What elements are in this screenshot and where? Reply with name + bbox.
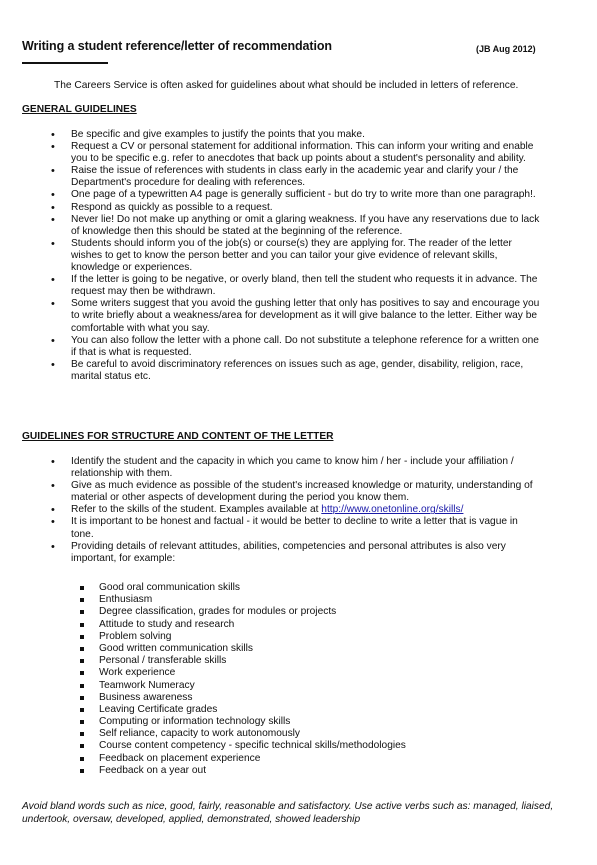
list-item-text: Some writers suggest that you avoid the gushing letter that only has positives to say and encourage you to write briefly about a weakness/area for development as it will give balance to the letter. Either way be comfortable with what you say.	[71, 298, 540, 334]
bullet-icon: •	[51, 189, 55, 202]
title-underline	[22, 62, 108, 64]
list-item-text: Problem solving	[99, 630, 172, 642]
bullet-icon: •	[51, 141, 55, 154]
square-bullet-icon	[80, 598, 84, 602]
square-bullet-icon	[80, 610, 84, 614]
bullet-icon: •	[51, 129, 55, 141]
list-item	[0, 141, 541, 165]
list-item	[0, 619, 406, 631]
list-item-text: It is important to be honest and factual - it would be better to decline to write a letter that is vague in tone.	[71, 516, 518, 540]
list-item-text: Feedback on placement experience	[99, 752, 261, 764]
list-item-text: Work experience	[99, 667, 176, 679]
list-item	[0, 765, 406, 777]
onet-skills-link[interactable]: http://www.onetonline.org/skills/	[321, 504, 464, 516]
list-item	[0, 202, 541, 214]
list-item	[0, 631, 406, 643]
bullet-icon: •	[51, 504, 55, 517]
list-item-text: Degree classification, grades for modules or projects	[99, 606, 337, 618]
general-guidelines-list	[0, 129, 541, 383]
bullet-icon: •	[51, 165, 55, 178]
bullet-icon: •	[51, 358, 55, 371]
square-bullet-icon	[80, 744, 84, 748]
list-item-text: Computing or information technology skills	[99, 716, 291, 728]
list-item-text: You can also follow the letter with a phone call. Do not substitute a telephone reference for a written one if that is what is requested.	[71, 334, 539, 358]
square-bullet-icon	[80, 671, 84, 675]
list-item	[0, 456, 541, 480]
list-item-text: Attitude to study and research	[99, 618, 235, 630]
bullet-icon: •	[51, 274, 55, 287]
intro-paragraph: The Careers Service is often asked for guidelines about what should be included in letters of reference.	[54, 80, 519, 91]
list-item-text: Feedback on a year out	[99, 764, 207, 776]
list-item	[0, 298, 541, 334]
square-bullet-icon	[80, 659, 84, 663]
list-item	[0, 582, 406, 594]
list-item-text: Providing details of relevant attitudes, abilities, competencies and personal attributes is also very important, for example:	[71, 540, 506, 564]
square-bullet-icon	[80, 586, 84, 590]
list-item	[0, 238, 541, 274]
list-item	[0, 753, 406, 765]
list-item	[0, 655, 406, 667]
list-item-text: Students should inform you of the job(s) or course(s) they are applying for. The reader of the letter wishes to get to know the person better and you can tailor your give evidence of relevant skills, knowledge or experiences.	[71, 237, 512, 274]
bullet-icon: •	[51, 540, 55, 553]
list-item-text: Give as much evidence as possible of the student's increased knowledge or maturity, understanding of material or other aspects of development during the period you know them.	[71, 480, 533, 504]
list-item	[0, 643, 406, 655]
bullet-icon: •	[51, 237, 55, 250]
bullet-icon: •	[51, 480, 55, 493]
list-item	[0, 728, 406, 740]
document-date: (JB Aug 2012)	[476, 44, 536, 54]
list-item	[0, 594, 406, 606]
general-guidelines-heading: GENERAL GUIDELINES	[22, 104, 137, 115]
list-item-text: Good written communication skills	[99, 642, 254, 654]
attributes-example-list	[0, 582, 406, 777]
closing-advice: Avoid bland words such as nice, good, fairly, reasonable and satisfactory. Use active verbs such as: managed, liaised, undertook, oversaw, developed, applied, demonstrated, showed leadership	[22, 801, 554, 825]
list-item-text: Request a CV or personal statement for additional information. This can inform your writing and enable you to be specific e.g. refer to anecdotes that back up points about a student's personality and ability.	[71, 141, 534, 165]
list-item-text: Refer to the skills of the student. Examples available at	[71, 504, 322, 516]
square-bullet-icon	[80, 623, 84, 627]
list-item	[0, 516, 541, 540]
list-item	[0, 335, 541, 359]
list-item-text: Leaving Certificate grades	[99, 703, 218, 715]
square-bullet-icon	[80, 757, 84, 761]
list-item	[0, 667, 406, 679]
list-item-text: Enthusiasm	[99, 594, 153, 606]
list-item-text: Course content competency - specific technical skills/methodologies	[99, 740, 406, 752]
list-item-text: Business awareness	[99, 691, 193, 703]
square-bullet-icon	[80, 769, 84, 773]
list-item	[0, 680, 406, 692]
list-item-text: Never lie! Do not make up anything or omit a glaring weakness. If you have any reservations due to lack of knowledge then this should be stated at the beginning of the reference.	[71, 213, 540, 237]
list-item	[0, 189, 541, 201]
square-bullet-icon	[80, 635, 84, 639]
list-item-text: Personal / transferable skills	[99, 655, 227, 667]
list-item-text: One page of a typewritten A4 page is generally sufficient - but do try to write more than one paragraph!.	[71, 189, 536, 201]
list-item	[0, 165, 541, 189]
square-bullet-icon	[80, 720, 84, 724]
square-bullet-icon	[80, 708, 84, 712]
bullet-icon: •	[51, 516, 55, 529]
list-item-text: Be careful to avoid discriminatory references on issues such as age, gender, disability, religion, race, marital status etc.	[71, 358, 524, 382]
list-item	[0, 740, 406, 752]
square-bullet-icon	[80, 696, 84, 700]
bullet-icon: •	[51, 213, 55, 226]
list-item	[0, 704, 406, 716]
list-item	[0, 541, 541, 565]
list-item	[0, 480, 541, 504]
list-item-text: If the letter is going to be negative, or overly bland, then tell the student who requests it in advance. The request may then be withdrawn.	[71, 274, 538, 298]
bullet-icon: •	[51, 201, 55, 214]
list-item	[0, 692, 406, 704]
square-bullet-icon	[80, 684, 84, 688]
square-bullet-icon	[80, 732, 84, 736]
structure-guidelines-heading: GUIDELINES FOR STRUCTURE AND CONTENT OF THE LETTER	[22, 431, 334, 442]
list-item	[0, 274, 541, 298]
list-item-text: Good oral communication skills	[99, 582, 240, 593]
list-item-text: Respond as quickly as possible to a request.	[71, 201, 273, 213]
document-title: Writing a student reference/letter of recommendation	[22, 39, 332, 53]
structure-guidelines-list	[0, 456, 541, 565]
bullet-icon: •	[51, 334, 55, 347]
list-item	[0, 214, 541, 238]
square-bullet-icon	[80, 647, 84, 651]
list-item-text: Raise the issue of references with students in class early in the academic year and clarify your / the Department's procedure for dealing with references.	[71, 165, 519, 189]
list-item-text: Be specific and give examples to justify the points that you make.	[71, 129, 365, 140]
list-item	[0, 129, 541, 141]
list-item-text: Teamwork Numeracy	[99, 679, 195, 691]
list-item	[0, 606, 406, 618]
list-item	[0, 504, 541, 516]
bullet-icon: •	[51, 298, 55, 311]
bullet-icon: •	[51, 456, 55, 468]
list-item-text: Self reliance, capacity to work autonomously	[99, 728, 301, 740]
list-item	[0, 359, 541, 383]
list-item	[0, 716, 406, 728]
list-item-text: Identify the student and the capacity in which you came to know him / her - include your affiliation / relationship with them.	[71, 456, 514, 480]
